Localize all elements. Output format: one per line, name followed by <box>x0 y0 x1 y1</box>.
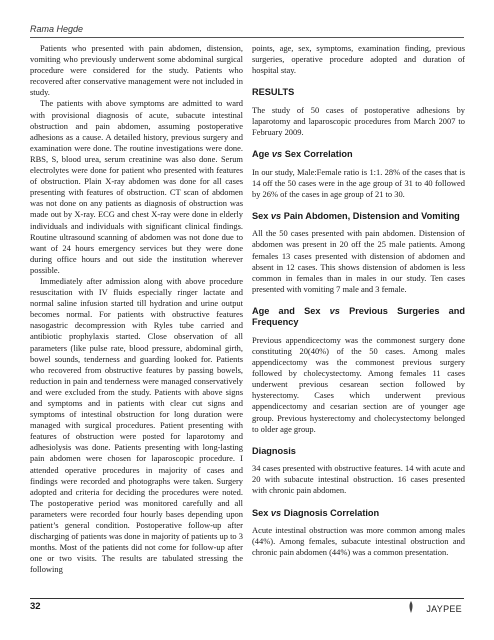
running-header-author: Rama Hegde <box>30 24 84 34</box>
paragraph: 34 cases presented with obstructive features. 14 with acute and 20 with subacute intestinal obstruction. 16 cases presented with chronic pain abdomen. <box>252 463 465 496</box>
paragraph: All the 50 cases presented with pain abdomen. Distension of abdomen was present in 20 off the 25 male patients. Among females 13 cases presented with distension of abdomen and absent in 12 cases. This shows distension of abdomen is less common in females than in males in our study. Ten cases presented with vomiting 7 male and 3 female. <box>252 228 465 294</box>
section-heading: Age vs Sex Correlation <box>252 149 353 160</box>
footer-rule <box>30 598 464 599</box>
paragraph: Previous appendicectomy was the commonest surgery done constituting 20(40%) of the 50 cases. Among males appendicectomy was the commonest previous surgery followed by cholecystectomy. Among females 11 cases underwent previous cesarean section followed by hysterectomy. Cases which underwent previous appendicectomy and cesarian section are of younger age group. Previous hysterectomy and cholecystectomy belonged to older age group. <box>252 334 465 434</box>
header-rule <box>30 37 464 38</box>
section-heading: Sex vs Diagnosis Correlation <box>252 507 380 518</box>
paragraph: Immediately after admission along with above procedure resuscitation with IV fluids especially ringer lactate and normal saline infusion started till hydration and urine output becomes normal. For patients with obstructive features nasogastric decompression with Ryles tube carried and antibiotic prophylaxis started. Close observation of all parameters (like pulse rate, blood pressure, abdominal girth, bowel sounds, tenderness and guarding looked for. Patients who recovered from obstructive features by passing bowels, reduction in pain and tenderness were managed conservatively and were excluded from the study. Patients with above signs and symptoms and in patients with clear cut signs and symptoms of intestinal obstruction for long duration were managed with surgical procedures. Patient presenting with features of obstruction were posted for laparotomy and adhesiolysis was done. Patients presenting with long-lasting pain abdomen were chosen for laparoscopic procedure. I attended operative procedures in majority of cases and findings were recorded and photographs were taken. Surgery adopted and criteria for deciding the procedures were noted. The postoperative period was monitored carefully and all parameters were recorded four hourly bases depending upon patient’s general condition. Postoperative follow-up after discharging of patients was done in majority of patients up to 3 months. Most of the patients did not come for follow-up after one or two visits. The results are tabulated stressing the following <box>30 275 243 575</box>
publisher-logo-icon <box>408 601 414 613</box>
paragraph: The patients with above symptoms are admitted to ward with provisional diagnosis of acute, subacute intestinal obstruction and pain abdomen, assuming postoperative adhesions as a cause. A detailed history, previous surgery and examination were done. The routine investigations were done. RBS, S, blood urea, serum creatinine was also done. Serum electrolytes were done for patient who presented with features of obstruction. Plain X-ray abdomen was done for all cases presenting with features of obstruction. CT scan of abdomen was not done on any patients as diagnosis of obstruction was made out by X-ray. ECG and chest X-ray were done in elderly individuals and individuals with significant clinical findings. Routine ultrasound scanning of abdomen was not done due to want of 24 hours emergency services but they were done during office hours and out side the institution wherever possible. <box>30 98 243 275</box>
paragraph: Patients who presented with pain abdomen, distension, vomiting who previously underwent some abdominal surgical procedure were considered for the study. Patients who recovered after conservative management were not included in study. <box>30 43 243 98</box>
page-number: 32 <box>30 601 41 612</box>
paragraph: In our study, Male:Female ratio is 1:1. 28% of the cases that is 14 off the 50 cases were in the age group of 31 to 40 followed by 26% of the cases in age group of 21 to 30. <box>252 166 465 199</box>
section-heading: Diagnosis <box>252 445 296 456</box>
section-heading: Sex vs Pain Abdomen, Distension and Vomiting <box>252 210 460 221</box>
right-column <box>252 43 465 560</box>
section-heading-results: RESULTS <box>252 87 295 98</box>
left-column <box>30 43 243 576</box>
paragraph: Acute intestinal obstruction was more common among males (44%). Among females, subacute intestinal obstruction and chronic pain abdomen (44%) was a common presentation. <box>252 525 465 558</box>
publisher-name: JAYPEE <box>426 604 462 614</box>
paragraph: The study of 50 cases of postoperative adhesions by laparotomy and laparoscopic procedures from March 2007 to February 2009. <box>252 104 465 137</box>
paragraph: points, age, sex, symptoms, examination finding, previous surgeries, operative procedure adopted and duration of hospital stay. <box>252 43 465 76</box>
section-heading: Age and Sex vs Previous Surgeries and Frequency <box>252 305 465 328</box>
